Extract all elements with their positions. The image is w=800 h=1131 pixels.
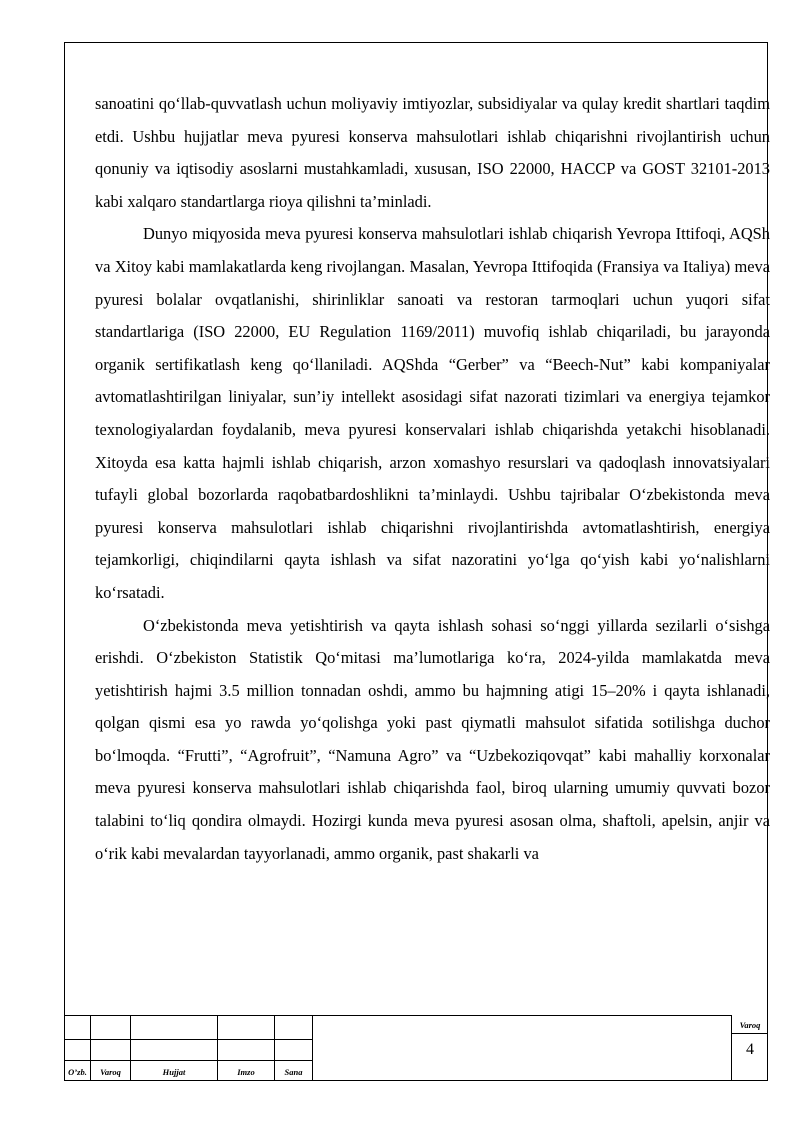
document-body	[95, 88, 770, 870]
stamp-cell	[130, 1015, 218, 1040]
sheet-number-box	[731, 1015, 768, 1081]
stamp-cell	[64, 1015, 91, 1040]
stamp-label-sana: Sana	[284, 1067, 303, 1077]
paragraph-3: O‘zbekistonda meva yetishtirish va qayta ishlash sohasi so‘nggi yillarda sezilarli o‘sishga erishdi. O‘zbekiston Statistik Qo‘mitasi ma’lumotlariga ko‘ra, 2024-yilda mamlakatda meva yetishtirish hajmi 3.5 million tonnadan oshdi, ammo bu hajmning atigi 15–20% i qayta ishlanadi, qolgan qismi esa yo rawda yo‘qolishga yoki past qiymatli mahsulot sifatida sotilishga duchor bo‘lmoqda. “Frutti”, “Agrofruit”, “Namuna Agro” va “Uzbekoziqovqat” kabi mahalliy korxonalar meva pyuresi konserva mahsulotlari ishlab chiqarishda faol, biroq ularning umumiy quvvati bozor talabini to‘liq qondira olmaydi. Hozirgi kunda meva pyuresi asosan olma, shaftoli, apelsin, anjir va o‘rik kabi mevalardan tayyorlanadi, ammo organik, past shakarli va	[95, 615, 770, 863]
stamp-cell	[130, 1039, 218, 1061]
stamp-cell	[217, 1039, 275, 1061]
stamp-cell	[217, 1015, 275, 1040]
stamp-cell	[64, 1039, 91, 1061]
stamp-label-imzo: Imzo	[237, 1067, 255, 1077]
paragraph-1: sanoatini qo‘llab-quvvatlash uchun moliyaviy imtiyozlar, subsidiyalar va qulay kredit shartlari taqdim etdi. Ushbu hujjatlar meva pyuresi konserva mahsulotlari ishlab chiqarishni rivojlantirish uchun qonuniy va iqtisodiy asoslarni mustahkamladi, xususan, ISO 22000, HACCP va GOST 32101-2013 kabi xalqaro standartlarga rioya qilishni ta’minladi.	[95, 94, 770, 211]
stamp-title-cell	[312, 1015, 732, 1081]
stamp-cell	[90, 1015, 131, 1040]
stamp-label-ozb: O’zb.	[68, 1067, 87, 1077]
paragraph-2: Dunyo miqyosida meva pyuresi konserva mahsulotlari ishlab chiqarish Yevropa Ittifoqi, AQSh va Xitoy kabi mamlakatlarda keng rivojlangan. Masalan, Yevropa Ittifoqida (Fransiya va Italiya) meva pyuresi bolalar ovqatlanishi, shirinliklar sanoati va restoran tarmoqlari uchun yuqori sifat standartlariga (ISO 22000, EU Regulation 1169/2011) muvofiq ishlab chiqariladi, bu jarayonda organik sertifikatlash keng qo‘llaniladi. AQShda “Gerber” va “Beech-Nut” kabi kompaniyalar avtomatlashtirilgan liniyalar, sun’iy intellekt asosidagi sifat nazorati tizimlari va energiya tejamkor texnologiyalardan foydalanib, meva pyuresi konservalari ishlab chiqarishda yetakchi hisoblanadi. Xitoyda esa katta hajmli ishlab chiqarish, arzon xomashyo resurslari va qadoqlash innovatsiyalari tufayli global bozorlarda raqobatbardoshlikni ta’minlaydi. Ushbu tajribalar O‘zbekistonda meva pyuresi konserva mahsulotlari ishlab chiqarishni rivojlantirishda avtomatlashtirish, energiya tejamkorligi, chiqindilarni qayta ishlash va sifat nazoratini yo‘lga qo‘yish kabi yo‘nalishlarni ko‘rsatadi.	[95, 224, 770, 602]
stamp-label-hujjat: Hujjat	[162, 1067, 186, 1077]
stamp-cell	[90, 1039, 131, 1061]
sheet-label: Varoq	[732, 1015, 768, 1034]
page-number: 4	[746, 1041, 754, 1058]
stamp-cell	[274, 1015, 313, 1040]
stamp-label-varoq: Varoq	[100, 1067, 121, 1077]
stamp-cell	[274, 1039, 313, 1061]
